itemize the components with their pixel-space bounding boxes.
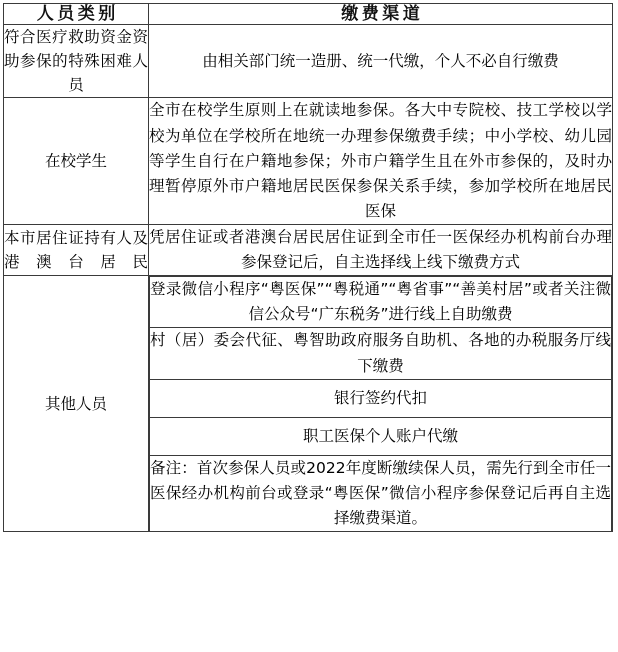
sub-channel-text: 登录微信小程序“粤医保”“粤税通”“粤省事”“善美村居”或者关注微信公众号“广东税务”进行线上自助缴费 xyxy=(150,280,611,324)
category-cell-students xyxy=(4,98,149,225)
sub-row xyxy=(150,417,612,455)
sub-row xyxy=(150,379,612,417)
sub-cell-bank-deduction xyxy=(150,379,612,417)
sub-row xyxy=(150,455,612,531)
sub-channel-text: 村（居）委会代征、粤智助政府服务自助机、各地的办税服务厅线下缴费 xyxy=(150,331,611,375)
channel-cell-residence-permit xyxy=(149,224,613,275)
table-row xyxy=(4,98,613,225)
sub-cell-online-miniprogram xyxy=(150,277,612,328)
sub-row xyxy=(150,277,612,328)
category-cell-residence-permit xyxy=(4,224,149,275)
sub-channel-text: 职工医保个人账户代缴 xyxy=(302,426,458,445)
header-channel: 缴费渠道 xyxy=(149,4,613,25)
category-text: 符合医疗救助资金资助参保的特殊困难人员 xyxy=(4,28,148,95)
channel-cell-special-difficulty xyxy=(149,25,613,98)
sub-channel-text: 银行签约代扣 xyxy=(333,388,427,407)
channel-cell-students xyxy=(149,98,613,225)
channel-text: 全市在校学生原则上在就读地参保。各大中专院校、技工学校以学校为单位在学校所在地统一办理参保缴费手续；中小学校、幼儿园等学生自行在户籍地参保；外市户籍学生且在外市参保的，及时办理暂停原外市户籍地居民医保参保关系手续，参加学校所在地居民医保 xyxy=(149,101,612,220)
sub-cell-employee-account-payment xyxy=(150,417,612,455)
remark-text: 备注：首次参保人员或2022年度断缴续保人员，需先行到全市任一医保经办机构前台或登录“粤医保”微信小程序参保登记后再自主选择缴费渠道。 xyxy=(150,458,611,528)
category-text: 本市居住证持有人及港澳台居民 xyxy=(4,229,148,272)
category-text: 在校学生 xyxy=(44,152,107,171)
header-category: 人员类别 xyxy=(4,4,149,25)
channel-sub-table xyxy=(149,276,612,531)
payment-channel-table xyxy=(3,3,613,532)
table-row xyxy=(4,224,613,275)
category-cell-other-personnel xyxy=(4,276,149,532)
table-row xyxy=(4,276,613,532)
category-cell-special-difficulty xyxy=(4,25,149,98)
channel-text: 凭居住证或者港澳台居民居住证到全市任一医保经办机构前台办理参保登记后，自主选择线上线下缴费方式 xyxy=(149,227,612,272)
table-row xyxy=(4,25,613,98)
sub-row xyxy=(150,328,612,379)
category-text: 其他人员 xyxy=(44,394,107,413)
channel-text: 由相关部门统一造册、统一代缴，个人不必自行缴费 xyxy=(202,51,559,70)
sub-cell-remark-note xyxy=(150,455,612,531)
table-header-row xyxy=(4,4,613,25)
channel-cell-other-personnel xyxy=(149,276,613,532)
sub-cell-offline-village-committee xyxy=(150,328,612,379)
